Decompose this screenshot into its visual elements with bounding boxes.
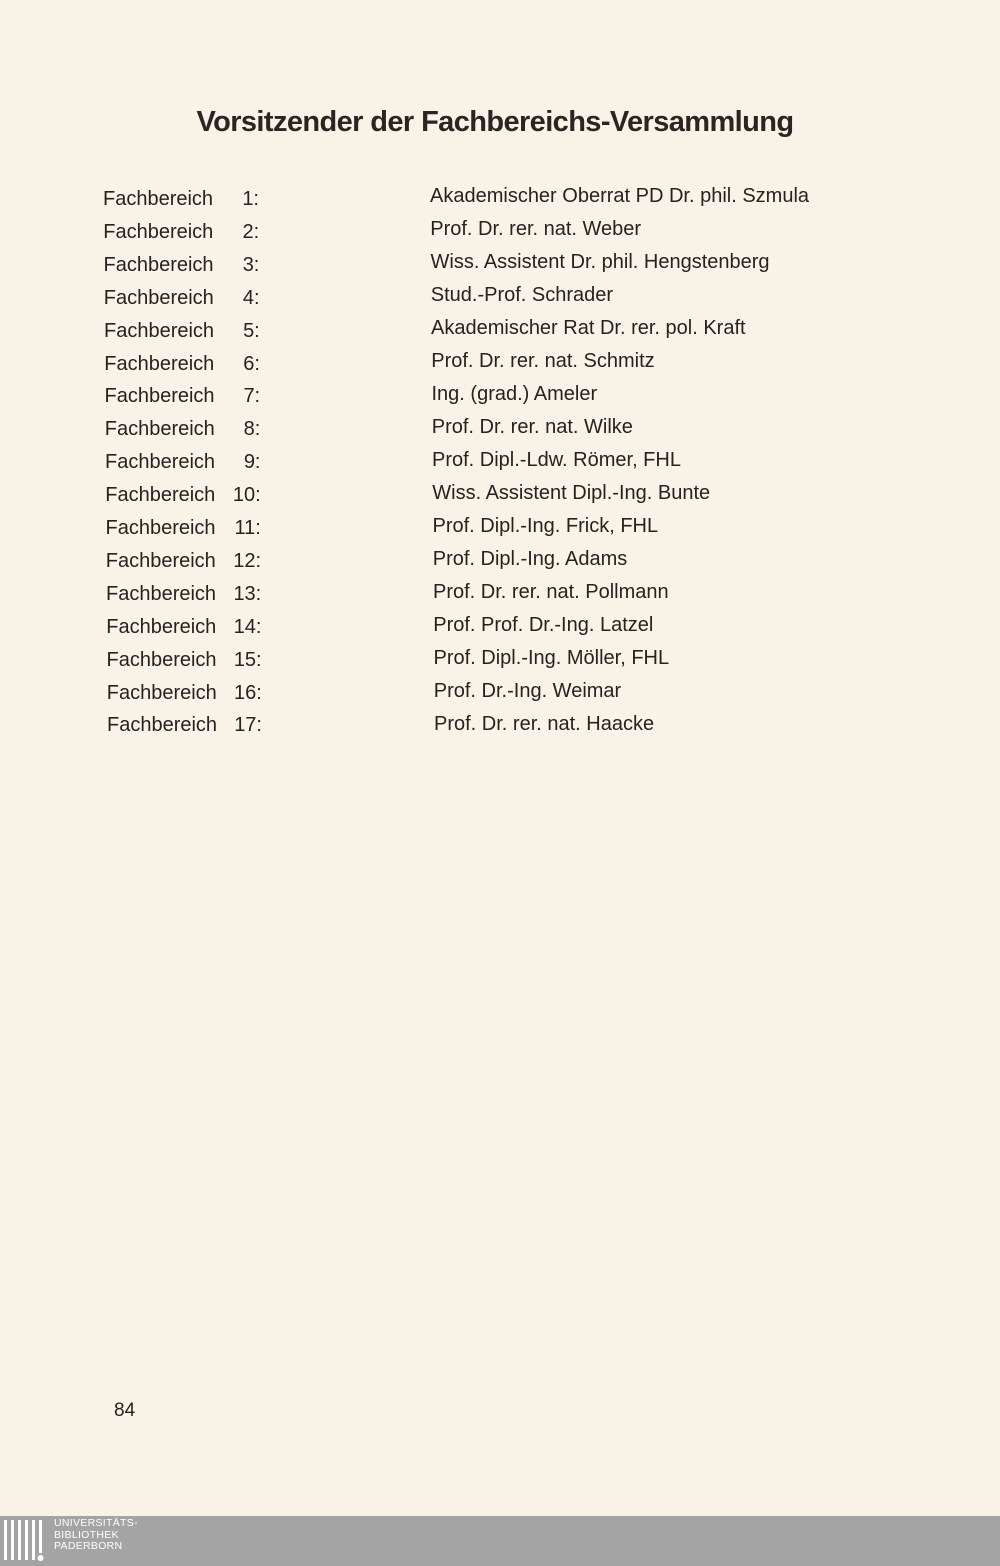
chair-name: Ing. (grad.) Ameler — [431, 383, 598, 406]
footer-bar — [0, 1516, 1000, 1566]
chair-name: Prof. Dr. rer. nat. Haacke — [434, 713, 655, 736]
chair-name: Prof. Dr.-Ing. Weimar — [433, 680, 622, 703]
department-number: 14: — [233, 615, 262, 638]
department-number: 11: — [234, 517, 261, 539]
chair-name: Wiss. Assistent Dr. phil. Hengstenberg — [430, 251, 770, 274]
chair-row — [0, 349, 1000, 379]
logo-line: PADERBORN — [54, 1540, 123, 1552]
chair-row — [0, 414, 1000, 444]
department-label: Fachbereich — [104, 418, 215, 441]
chair-row — [0, 217, 1000, 247]
chair-name: Prof. Dipl.-Ldw. Römer, FHL — [432, 449, 681, 472]
department-number: 12: — [233, 549, 262, 572]
chair-row — [0, 513, 1000, 543]
chair-row — [0, 250, 1000, 280]
department-number: 9: — [243, 451, 261, 474]
department-number: 5: — [243, 319, 260, 342]
chair-name: Prof. Dr. rer. nat. Pollmann — [433, 581, 669, 604]
chair-name: Prof. Dr. rer. nat. Schmitz — [431, 350, 655, 373]
chair-row — [0, 546, 1000, 576]
chair-row — [0, 612, 1000, 642]
chair-name: Stud.-Prof. Schrader — [430, 284, 614, 307]
department-label: Fachbereich — [104, 352, 215, 375]
department-label: Fachbereich — [107, 714, 218, 737]
department-label: Fachbereich — [103, 286, 214, 309]
logo-line: UNIVERSITÄTS- — [54, 1517, 138, 1529]
department-number: 8: — [243, 418, 261, 441]
library-logo-icon — [2, 1518, 46, 1564]
department-label: Fachbereich — [103, 253, 214, 276]
department-number: 10: — [232, 484, 261, 507]
department-label: Fachbereich — [105, 517, 216, 539]
chair-row — [0, 645, 1000, 675]
department-number: 2: — [242, 220, 260, 243]
chair-row — [0, 184, 1000, 214]
department-number: 13: — [233, 582, 262, 605]
page-number: 84 — [114, 1400, 136, 1421]
department-number: 6: — [243, 352, 260, 375]
chair-row — [0, 579, 1000, 609]
chair-row — [0, 381, 1000, 411]
department-label: Fachbereich — [106, 582, 217, 605]
chair-row — [0, 283, 1000, 313]
department-label: Fachbereich — [104, 319, 215, 342]
chair-name: Prof. Prof. Dr.-Ing. Latzel — [433, 614, 654, 637]
department-label: Fachbereich — [103, 188, 214, 210]
department-label: Fachbereich — [103, 220, 214, 243]
department-number: 3: — [242, 253, 260, 276]
chair-row — [0, 447, 1000, 477]
chair-row — [0, 710, 1000, 740]
chair-name: Akademischer Oberrat PD Dr. phil. Szmula — [430, 185, 810, 207]
chair-row — [0, 678, 1000, 708]
department-label: Fachbereich — [106, 648, 217, 671]
chair-row — [0, 316, 1000, 346]
chair-name: Prof. Dipl.-Ing. Frick, FHL — [432, 515, 659, 538]
department-number: 16: — [234, 681, 262, 704]
department-number: 1: — [242, 188, 259, 210]
logo-line: BIBLIOTHEK — [54, 1528, 119, 1541]
chair-name: Prof. Dipl.-Ing. Adams — [432, 548, 628, 571]
chair-name: Prof. Dr. rer. nat. Wilke — [431, 416, 633, 439]
chair-name: Prof. Dr. rer. nat. Weber — [430, 218, 642, 241]
page-title: Vorsitzender der Fachbereichs-Versammlung — [196, 106, 794, 138]
department-label: Fachbereich — [105, 484, 216, 507]
department-label: Fachbereich — [106, 615, 217, 638]
department-number: 4: — [242, 286, 260, 309]
department-label: Fachbereich — [106, 681, 217, 704]
department-label: Fachbereich — [104, 385, 215, 408]
department-number: 7: — [243, 385, 261, 408]
department-label: Fachbereich — [105, 549, 216, 572]
chair-name: Prof. Dipl.-Ing. Möller, FHL — [433, 647, 670, 670]
library-logo-text — [54, 1518, 138, 1553]
department-number: 17: — [234, 714, 262, 737]
department-label: Fachbereich — [105, 451, 216, 474]
chair-row — [0, 480, 1000, 510]
department-number: 15: — [233, 648, 262, 671]
chair-name: Akademischer Rat Dr. rer. pol. Kraft — [431, 317, 746, 340]
chair-name: Wiss. Assistent Dipl.-Ing. Bunte — [432, 482, 711, 505]
